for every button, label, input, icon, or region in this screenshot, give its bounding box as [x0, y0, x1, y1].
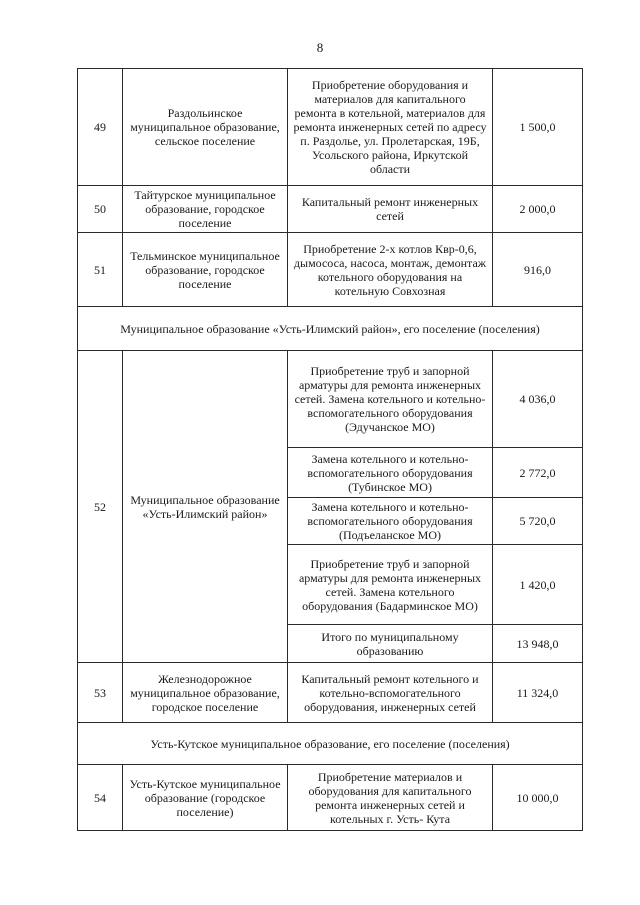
table-row-50 — [78, 186, 583, 233]
work-description: Капитальный ремонт котельного и котельно-вспомогательного оборудования, инженерных сетей — [288, 663, 493, 723]
page-number: 8 — [316, 40, 324, 55]
funding-table — [77, 68, 583, 831]
amount: 1 500,0 — [493, 69, 583, 186]
table-row-54 — [78, 765, 583, 831]
work-description: Замена котельного и котельно-вспомогательного оборудования (Подъеланское МО) — [288, 498, 493, 545]
row-number: 51 — [78, 233, 123, 307]
work-description: Приобретение оборудования и материалов для капитального ремонта в котельной, материалов для ремонта инженерных сетей по адресу п. Раздолье, ул. Пролетарская, 19Б, Усольского района, Иркутской области — [288, 69, 493, 186]
table-row-53 — [78, 663, 583, 723]
municipality-name: Тайтурское муниципальное образование, городское поселение — [123, 186, 288, 233]
section-header-row — [78, 723, 583, 765]
work-description: Приобретение труб и запорной арматуры для ремонта инженерных сетей. Замена котельного оборудования (Бадарминское МО) — [288, 545, 493, 625]
amount: 4 036,0 — [493, 351, 583, 448]
row-number: 49 — [78, 69, 123, 186]
amount: 916,0 — [493, 233, 583, 307]
amount: 10 000,0 — [493, 765, 583, 831]
table-row-49 — [78, 69, 583, 186]
table-row-51 — [78, 233, 583, 307]
municipality-name: Железнодорожное муниципальное образование, городское поселение — [123, 663, 288, 723]
work-description: Капитальный ремонт инженерных сетей — [288, 186, 493, 233]
amount: 1 420,0 — [493, 545, 583, 625]
section-title: Усть-Кутское муниципальное образование, его поселение (поселения) — [78, 723, 583, 765]
municipality-name: Усть-Кутское муниципальное образование (городское поселение) — [123, 765, 288, 831]
table-row-52 — [78, 351, 583, 448]
amount: 5 720,0 — [493, 498, 583, 545]
work-description: Замена котельного и котельно-вспомогательного оборудования (Тубинское МО) — [288, 448, 493, 498]
row-number: 52 — [78, 351, 123, 663]
subtotal-amount: 13 948,0 — [493, 625, 583, 663]
section-title: Муниципальное образование «Усть-Илимский район», его поселение (поселения) — [78, 307, 583, 351]
municipality-name: Муниципальное образование «Усть-Илимский район» — [123, 351, 288, 663]
municipality-name: Раздольинское муниципальное образование, сельское поселение — [123, 69, 288, 186]
amount: 11 324,0 — [493, 663, 583, 723]
work-description: Приобретение труб и запорной арматуры для ремонта инженерных сетей. Замена котельного и котельно-вспомогательного оборудования (Эдучанское МО) — [288, 351, 493, 448]
amount: 2 772,0 — [493, 448, 583, 498]
municipality-name: Тельминское муниципальное образование, городское поселение — [123, 233, 288, 307]
row-number: 53 — [78, 663, 123, 723]
row-number: 54 — [78, 765, 123, 831]
work-description: Приобретение 2-х котлов Квр-0,6, дымососа, насоса, монтаж, демонтаж котельного оборудования на котельную Совхозная — [288, 233, 493, 307]
subtotal-label: Итого по муниципальному образованию — [288, 625, 493, 663]
work-description: Приобретение материалов и оборудования для капитального ремонта инженерных сетей и котельных г. Усть- Кута — [288, 765, 493, 831]
amount: 2 000,0 — [493, 186, 583, 233]
section-header-row — [78, 307, 583, 351]
row-number: 50 — [78, 186, 123, 233]
